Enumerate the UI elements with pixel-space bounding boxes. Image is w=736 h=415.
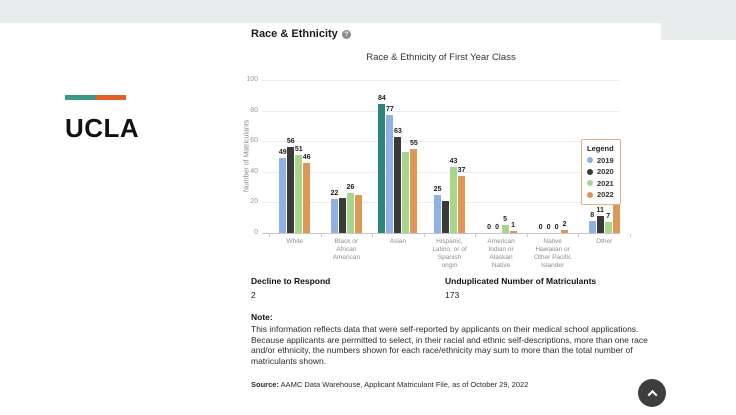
- bar-slot: [303, 80, 310, 233]
- unduplicated-matriculants-value: 173: [445, 290, 460, 300]
- legend-entry-label: 2020: [597, 167, 614, 176]
- bar[interactable]: [434, 195, 441, 233]
- bar-slot: [510, 80, 517, 233]
- chevron-up-icon: [647, 389, 657, 399]
- bar[interactable]: [502, 225, 509, 233]
- chart-title: Race & Ethnicity of First Year Class: [366, 52, 516, 63]
- bar[interactable]: [378, 104, 385, 233]
- bar[interactable]: [458, 176, 465, 233]
- bar[interactable]: [605, 222, 612, 233]
- bar-value-label: 0: [538, 224, 543, 231]
- bar-slot: [410, 80, 417, 233]
- x-category-label: Hispanic, Latino, or of Spanish origin: [432, 238, 467, 269]
- bar[interactable]: [303, 163, 310, 233]
- legend-color-dot: [587, 169, 593, 175]
- bar[interactable]: [561, 230, 568, 233]
- bar-slot: [339, 80, 346, 233]
- legend-entry-label: 2022: [597, 190, 614, 199]
- y-tick-label: 100: [246, 76, 258, 83]
- logo-bar-teal: [65, 95, 96, 100]
- x-category-label: White: [286, 238, 304, 245]
- ucla-logo-bar: [65, 95, 126, 100]
- bar-value-label: 11: [596, 207, 604, 215]
- x-category-label: Asian: [389, 238, 407, 245]
- bar-slot: [347, 80, 354, 233]
- x-category-label: American Indian or Alaskan Native: [487, 238, 515, 269]
- bar-value-label: 25: [433, 185, 442, 193]
- bar-group: [527, 80, 579, 233]
- bar-group: [321, 80, 373, 233]
- x-category-label: Native Hawaiian or Other Pacific Islander: [534, 238, 572, 269]
- bar[interactable]: [450, 167, 457, 233]
- x-axis-tick: [527, 234, 528, 237]
- bar-slot: [442, 80, 449, 233]
- bar-value-label: 26: [346, 184, 355, 192]
- y-tick-label: 40: [250, 167, 258, 175]
- legend-entry[interactable]: [587, 179, 614, 188]
- bar-slot: [279, 80, 286, 233]
- bar-slot: [494, 80, 501, 233]
- content-card: [236, 23, 661, 415]
- bar-value-label: 2: [562, 220, 567, 228]
- bar-value-label: 46: [302, 153, 311, 161]
- bar-group: [424, 80, 476, 233]
- bar-value-label: 8: [590, 211, 595, 219]
- bar-value-label: 0: [546, 224, 551, 231]
- bar-slot: [458, 80, 465, 233]
- bar-slot: [545, 80, 552, 233]
- bar-slot: [553, 80, 560, 233]
- x-axis-tick: [269, 234, 270, 237]
- bar-slot: [502, 80, 509, 233]
- x-axis-tick: [475, 234, 476, 237]
- bar[interactable]: [589, 221, 596, 233]
- bar[interactable]: [331, 199, 338, 233]
- legend-color-dot: [587, 157, 593, 163]
- logo-bar-orange: [96, 95, 127, 100]
- bar-slot: [295, 80, 302, 233]
- decline-to-respond-value: 2: [251, 290, 256, 300]
- bar-value-label: 0: [554, 224, 559, 231]
- top-gray-band: [0, 0, 736, 23]
- bar-slot: [486, 80, 493, 233]
- bar-group: [372, 80, 424, 233]
- bar[interactable]: [287, 147, 294, 233]
- legend-entry-label: 2019: [597, 155, 614, 165]
- bar-value-label: 0: [487, 224, 492, 231]
- legend-color-dot: [587, 192, 593, 198]
- chart: Race & Ethnicity of First Year Class Number of Matriculants Legend 2019 2020 2021 2022 0 20 40 60 80 100 49 56 51 46 White 22 26 Black or African American 84 77 63 55 Asian 25 43 37 Hispanic, Latino, or of Spanish origin 0 0 5 1 American Indian or Alaskan Native 0 0 0 2 Native Hawaiian or Other Pacific Islander 8 11 7 Other: [236, 23, 661, 273]
- bar[interactable]: [279, 158, 286, 233]
- bar-value-label: 84: [378, 95, 386, 103]
- x-category-label: Other: [596, 238, 613, 245]
- decline-to-respond-label: Decline to Respond: [251, 276, 331, 286]
- bar-slot: [450, 80, 457, 233]
- y-tick-label: 60: [250, 137, 258, 145]
- note-body: This information reflects data that were self-reported by applicants on their medical school applications. Because applicants are permitted to select, in their racial and ethnic self-descriptions, more than one race and/or ethnicity, the numbers shown for each race/ethnicity may sum to more than the total number of matriculants shown.: [251, 324, 648, 366]
- bar[interactable]: [442, 201, 449, 233]
- bar[interactable]: [402, 152, 409, 233]
- section-title: Race & Ethnicity: [251, 28, 338, 40]
- bar-slot: [561, 80, 568, 233]
- bar-slot: [287, 80, 294, 233]
- x-axis-tick: [630, 234, 631, 237]
- bar-value-label: 77: [386, 106, 394, 114]
- bar-value-label: 43: [449, 158, 458, 166]
- bar[interactable]: [510, 231, 517, 233]
- bar-slot: [331, 80, 338, 233]
- bar-slot: [386, 80, 393, 233]
- bar-slot: [355, 80, 362, 233]
- bar[interactable]: [394, 137, 401, 233]
- legend-entry[interactable]: [587, 167, 614, 176]
- bar-slot: [434, 80, 441, 233]
- source-label: Source:: [251, 380, 279, 389]
- bar[interactable]: [339, 198, 346, 233]
- bar-value-label: 7: [606, 213, 611, 221]
- bar[interactable]: [347, 193, 354, 233]
- bar-slot: [394, 80, 401, 233]
- legend-entry[interactable]: [587, 156, 614, 165]
- bar[interactable]: [410, 149, 417, 233]
- bar[interactable]: [613, 202, 620, 233]
- bar-group: [475, 80, 527, 233]
- legend-entry-label: 2021: [597, 178, 614, 188]
- x-axis-tick: [578, 234, 579, 237]
- bar-slot: [402, 80, 409, 233]
- bar[interactable]: [386, 115, 393, 233]
- scroll-to-top-button[interactable]: [638, 379, 666, 407]
- x-axis-tick: [424, 234, 425, 237]
- bar-value-label: 5: [503, 216, 508, 224]
- bar-value-label: 51: [294, 145, 303, 153]
- source-line: [251, 380, 528, 389]
- bar-value-label: 56: [286, 138, 295, 146]
- x-axis-tick: [372, 234, 373, 237]
- ucla-logo-text: UCLA: [65, 113, 140, 143]
- chart-legend: [581, 139, 621, 205]
- bar[interactable]: [597, 216, 604, 233]
- bar[interactable]: [295, 155, 302, 233]
- top-gray-band-right: [661, 0, 736, 40]
- bar-value-label: 22: [330, 190, 339, 198]
- info-icon[interactable]: ?: [342, 30, 351, 39]
- note-heading: Note:: [251, 312, 273, 322]
- bar-value-label: 55: [410, 139, 418, 147]
- ucla-logo: [65, 95, 139, 144]
- y-tick-label: 20: [250, 198, 258, 206]
- legend-color-dot: [587, 180, 593, 186]
- unduplicated-matriculants-label: Unduplicated Number of Matriculants: [445, 276, 597, 286]
- bar-value-label: 1: [511, 222, 516, 230]
- legend-title: Legend: [587, 144, 614, 153]
- x-axis-tick: [321, 234, 322, 237]
- bar[interactable]: [355, 195, 362, 233]
- source-text: AAMC Data Warehouse, Applicant Matriculant File, as of October 29, 2022: [278, 380, 529, 389]
- bar-group: [269, 80, 321, 233]
- bar-slot: [537, 80, 544, 233]
- bar-value-label: 63: [394, 127, 402, 135]
- bar-value-label: 37: [457, 167, 466, 175]
- x-axis-baseline: [262, 233, 620, 234]
- legend-entry[interactable]: [587, 190, 614, 199]
- y-tick-label: 80: [250, 106, 258, 114]
- bar-value-label: 49: [278, 149, 287, 157]
- bar-value-label: 0: [495, 224, 500, 231]
- y-tick-label: 0: [254, 229, 258, 236]
- bar-slot: [378, 80, 385, 233]
- x-category-label: Black or African American: [332, 238, 361, 261]
